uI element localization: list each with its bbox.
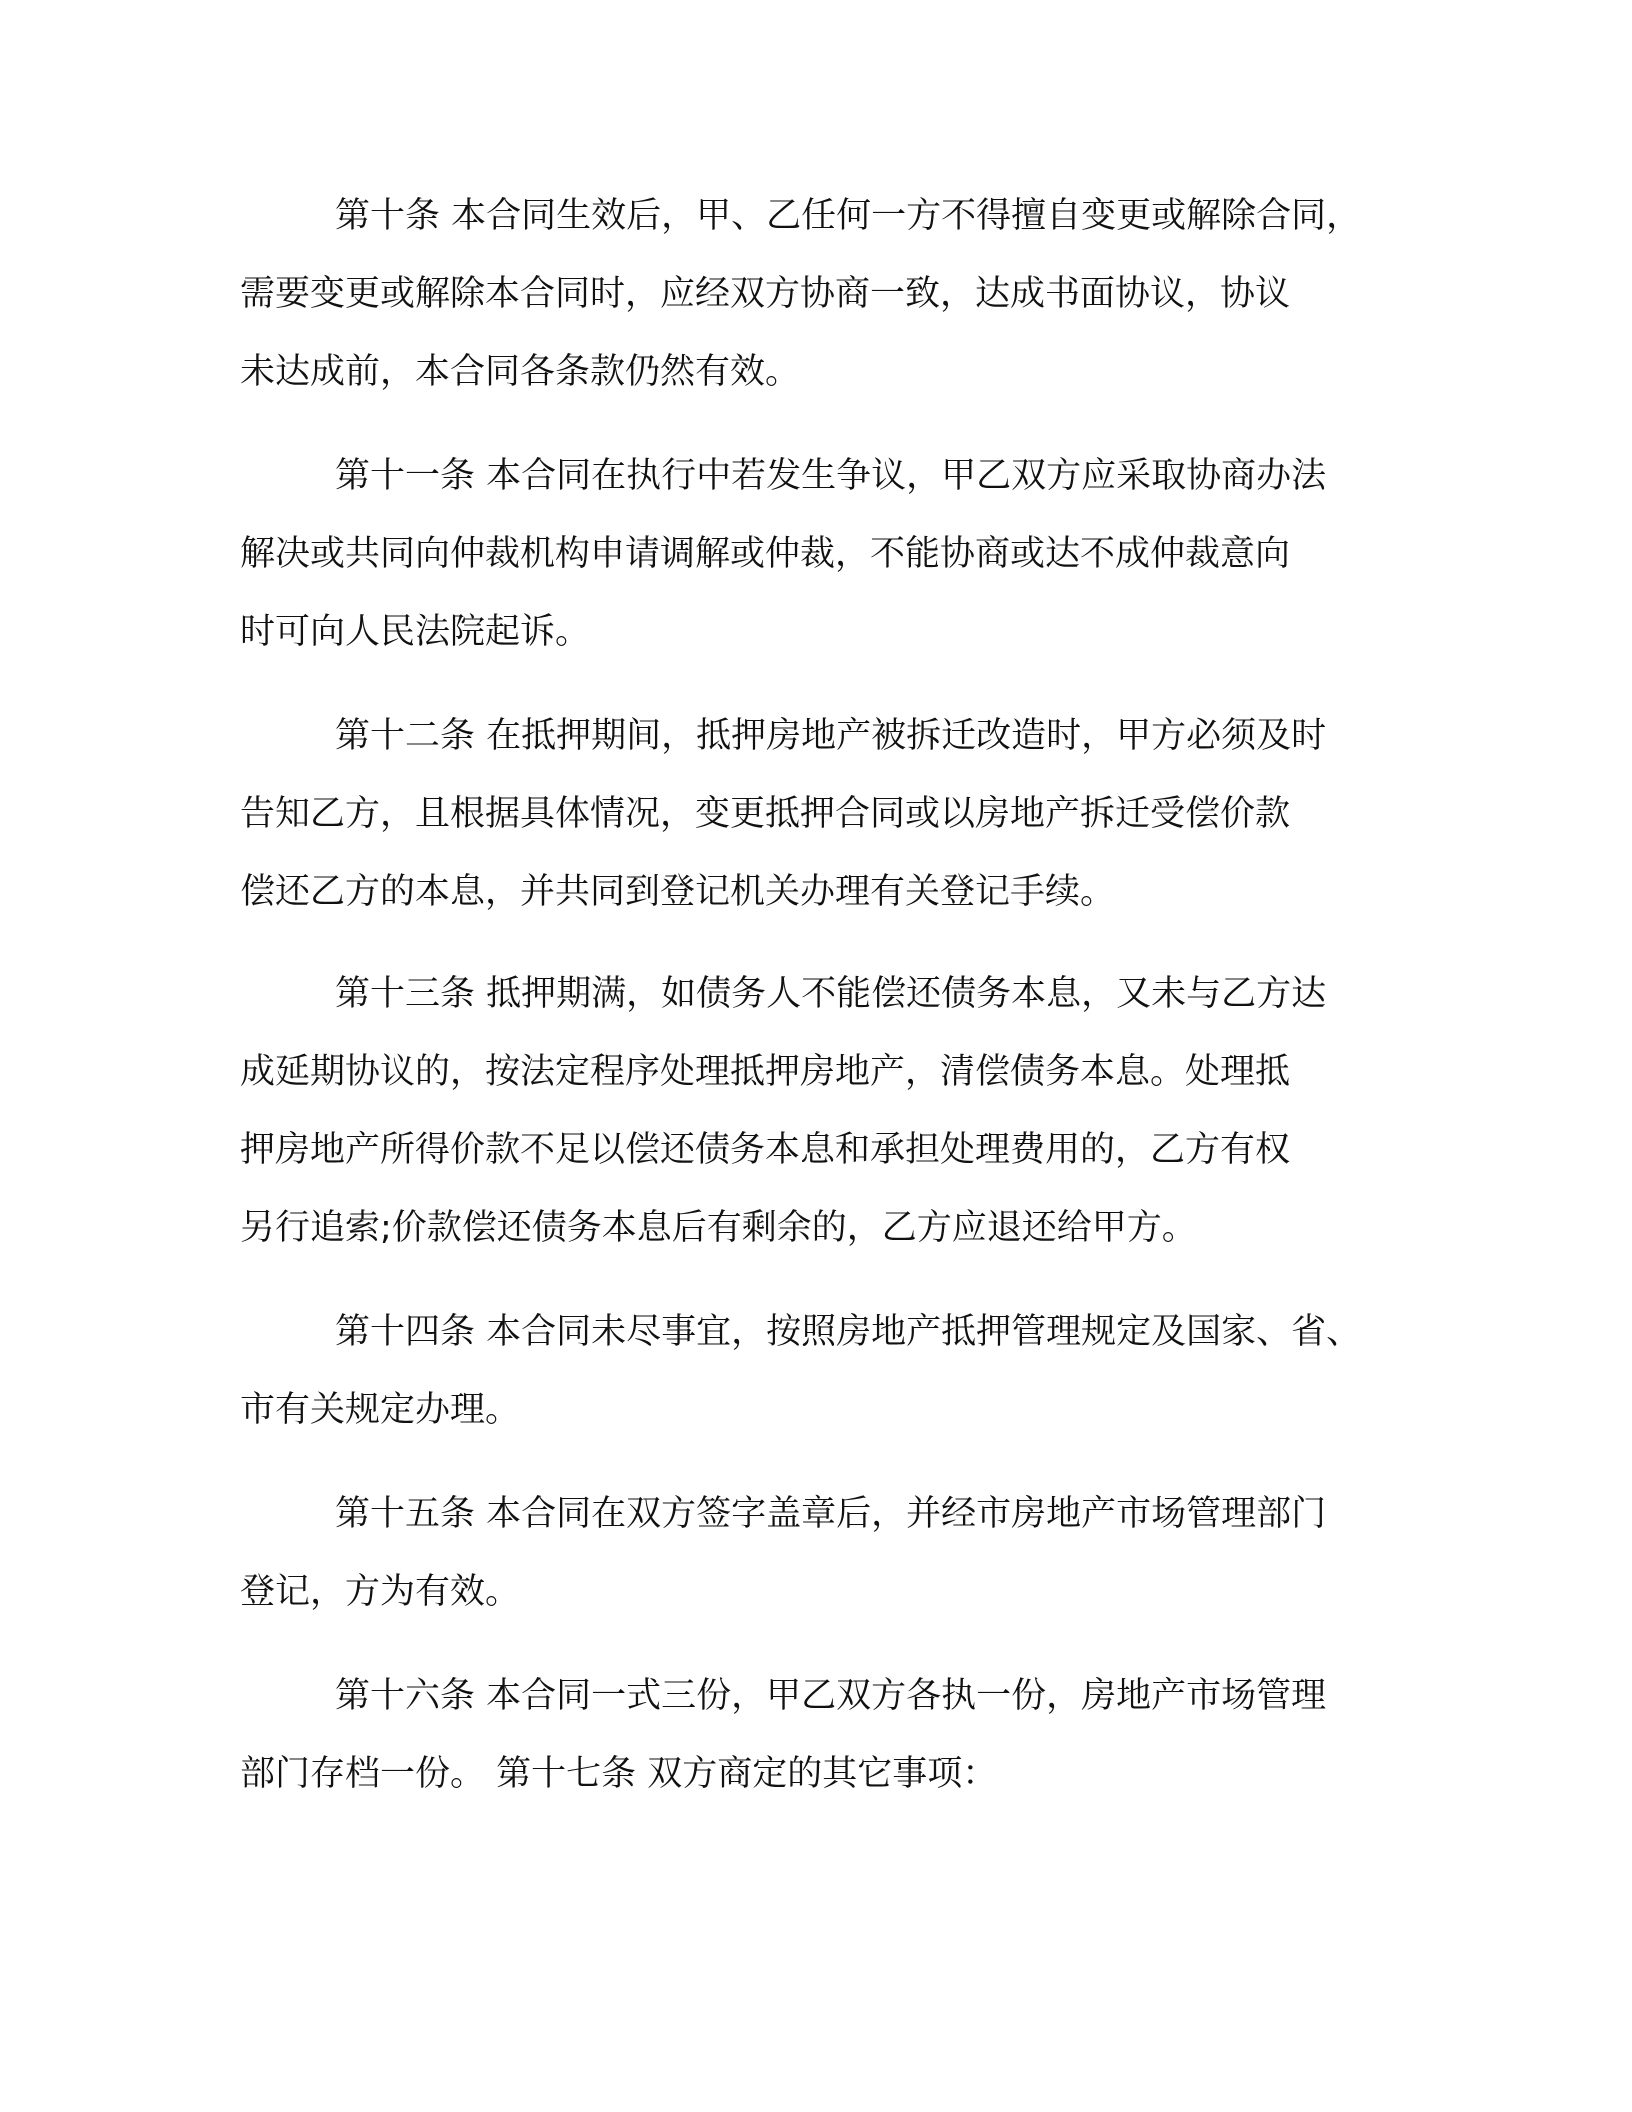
- article-10-line-3: 未达成前，本合同各条款仍然有效。: [240, 352, 801, 392]
- article-12-line-3: 偿还乙方的本息，并共同到登记机关办理有关登记手续。: [240, 872, 1116, 912]
- article-12-line-2: 告知乙方，且根据具体情况，变更抵押合同或以房地产拆迁受偿价款: [240, 794, 1291, 834]
- article-11-line-1: 第十一条 本合同在执行中若发生争议，甲乙双方应采取协商办法: [335, 456, 1327, 496]
- article-16-line-2: 部门存档一份。 第十七条 双方商定的其它事项：: [240, 1754, 998, 1794]
- article-11-line-2: 解决或共同向仲裁机构申请调解或仲裁，不能协商或达不成仲裁意向: [240, 534, 1291, 574]
- article-13-line-3: 押房地产所得价款不足以偿还债务本息和承担处理费用的，乙方有权: [240, 1130, 1291, 1170]
- article-15-line-1: 第十五条 本合同在双方签字盖章后，并经市房地产市场管理部门: [335, 1494, 1327, 1534]
- article-10-line-1: 第十条 本合同生效后，甲、乙任何一方不得擅自变更或解除合同，: [335, 196, 1362, 236]
- article-12-line-1: 第十二条 在抵押期间，抵押房地产被拆迁改造时，甲方必须及时: [335, 716, 1327, 756]
- article-10-line-2: 需要变更或解除本合同时，应经双方协商一致，达成书面协议，协议: [240, 274, 1291, 314]
- article-13-line-2: 成延期协议的，按法定程序处理抵押房地产，清偿债务本息。处理抵: [240, 1052, 1291, 1092]
- article-13-line-4: 另行追索;价款偿还债务本息后有剩余的，乙方应退还给甲方。: [240, 1208, 1197, 1248]
- article-15-line-2: 登记，方为有效。: [240, 1572, 521, 1612]
- article-14-line-1: 第十四条 本合同未尽事宜，按照房地产抵押管理规定及国家、省、: [335, 1312, 1362, 1352]
- article-13-line-1: 第十三条 抵押期满，如债务人不能偿还债务本息，又未与乙方达: [335, 974, 1327, 1014]
- article-16-line-1: 第十六条 本合同一式三份，甲乙双方各执一份，房地产市场管理: [335, 1676, 1327, 1716]
- article-11-line-3: 时可向人民法院起诉。: [240, 612, 591, 652]
- article-14-line-2: 市有关规定办理。: [240, 1390, 521, 1430]
